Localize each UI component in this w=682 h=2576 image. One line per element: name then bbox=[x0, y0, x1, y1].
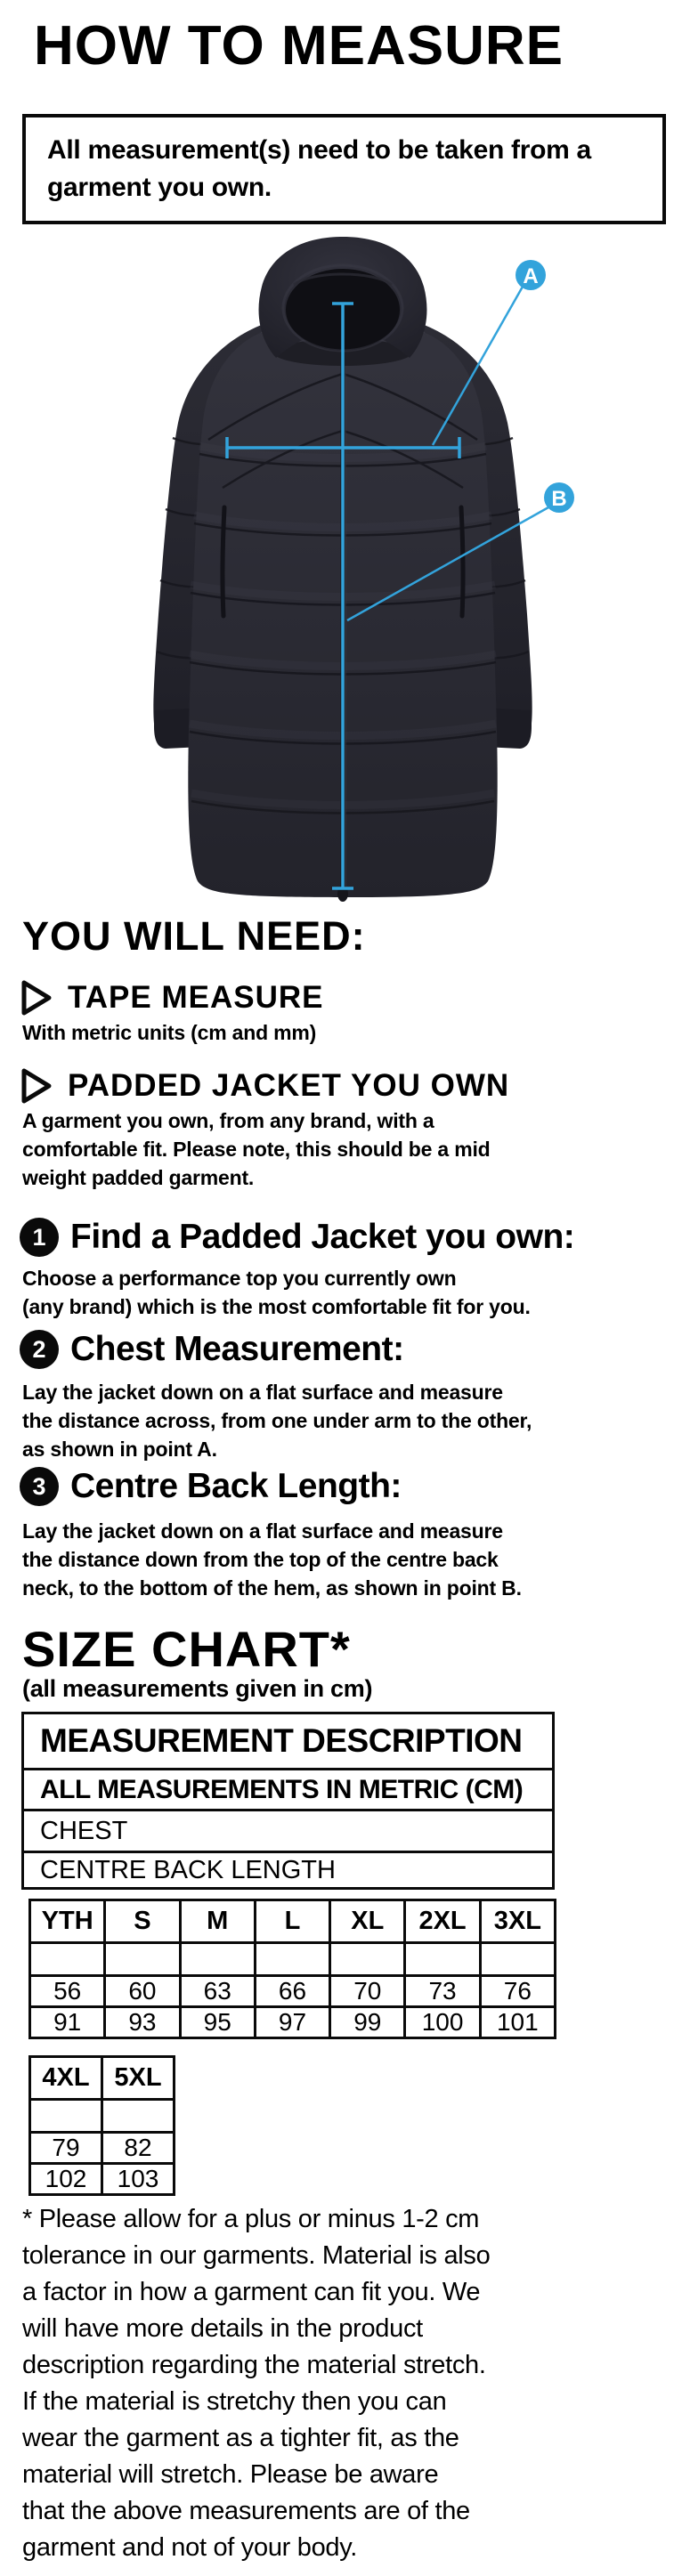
size-cell: YTH bbox=[30, 1900, 105, 1943]
size-chart-extra-table bbox=[28, 2055, 175, 2196]
need-item-padded-jacket bbox=[20, 1065, 509, 1106]
size-cell: L bbox=[255, 1900, 329, 1943]
back-length-value: 95 bbox=[180, 2007, 255, 2038]
size-header-row bbox=[30, 1900, 556, 1943]
notice-line: All measurement(s) need to be taken from a bbox=[47, 135, 591, 165]
chest-value: 79 bbox=[30, 2133, 102, 2164]
back-length-value: 99 bbox=[330, 2007, 405, 2038]
table-header-cell: MEASUREMENT DESCRIPTION bbox=[23, 1713, 554, 1770]
empty-row bbox=[30, 1943, 556, 1976]
size-chart-heading: SIZE CHART* bbox=[22, 1621, 351, 1677]
padded-jacket-image bbox=[89, 231, 597, 906]
table-row: CENTRE BACK LENGTH bbox=[23, 1852, 554, 1889]
back-length-value: 100 bbox=[405, 2007, 480, 2038]
size-chart-subheading: (all measurements given in cm) bbox=[22, 1675, 373, 1702]
table-row: ALL MEASUREMENTS IN METRIC (CM) bbox=[23, 1770, 554, 1810]
tolerance-footnote: * Please allow for a plus or minus 1-2 cm tolerance in our garments. Material is also a factor in how a garment can fit you. We will have more details in the product description regarding the material stretch. If the material is stretchy then you can wear the garment as a tighter fit, as the material will stretch. Please be aware that the above measurements are of the garment and not of your body. bbox=[22, 2205, 491, 2562]
triangle-bullet-icon bbox=[20, 977, 53, 1018]
back-length-value: 103 bbox=[102, 2164, 175, 2195]
measurement-description-table bbox=[21, 1712, 555, 1890]
step-number-badge: 3 bbox=[20, 1467, 59, 1506]
chest-value: 70 bbox=[330, 1976, 405, 2007]
chest-values-row bbox=[30, 2133, 175, 2164]
chest-values-row bbox=[30, 1976, 556, 2007]
notice-box bbox=[22, 114, 666, 224]
size-chart-table bbox=[28, 1899, 556, 2039]
chest-value: 60 bbox=[105, 1976, 180, 2007]
notice-line: garment you own. bbox=[47, 173, 272, 202]
back-length-value: 102 bbox=[30, 2164, 102, 2195]
jacket-pocket-left bbox=[223, 507, 224, 616]
chest-value: 56 bbox=[30, 1976, 105, 2007]
size-cell: 4XL bbox=[30, 2057, 102, 2100]
step-3-heading bbox=[20, 1467, 402, 1506]
back-length-value: 93 bbox=[105, 2007, 180, 2038]
need-item-title: PADDED JACKET YOU OWN bbox=[68, 1068, 510, 1103]
chest-value: 66 bbox=[255, 1976, 329, 2007]
chest-value: 73 bbox=[405, 1976, 480, 2007]
step-title: Chest Measurement: bbox=[70, 1330, 404, 1368]
chest-value: 82 bbox=[102, 2133, 175, 2164]
step-1-heading bbox=[20, 1218, 574, 1257]
size-cell: 5XL bbox=[102, 2057, 175, 2100]
table-row: CHEST bbox=[23, 1810, 554, 1852]
need-item-tape-measure bbox=[20, 977, 324, 1018]
size-cell: M bbox=[180, 1900, 255, 1943]
chest-value: 63 bbox=[180, 1976, 255, 2007]
size-cell: XL bbox=[330, 1900, 405, 1943]
need-item-description: With metric units (cm and mm) bbox=[22, 1021, 317, 1044]
step-3-description: Lay the jacket down on a flat surface and measure the distance down from the top of the centre back neck, to the bottom of the hem, as shown in point B. bbox=[22, 1519, 522, 1600]
need-item-description: A garment you own, from any brand, with a comfortable fit. Please note, this should be a mid weight padded garment. bbox=[22, 1109, 491, 1189]
back-length-values-row bbox=[30, 2007, 556, 2038]
step-number-badge: 2 bbox=[20, 1330, 59, 1369]
step-2-description: Lay the jacket down on a flat surface and measure the distance across, from one under arm to the other, as shown in point A. bbox=[22, 1381, 532, 1461]
size-cell: 2XL bbox=[405, 1900, 480, 1943]
need-item-title: TAPE MEASURE bbox=[68, 980, 324, 1015]
marker-b bbox=[544, 482, 574, 513]
back-length-value: 101 bbox=[480, 2007, 555, 2038]
empty-row bbox=[30, 2100, 175, 2133]
back-length-value: 97 bbox=[255, 2007, 329, 2038]
size-cell: 3XL bbox=[480, 1900, 555, 1943]
triangle-bullet-icon bbox=[20, 1065, 53, 1106]
chest-value: 76 bbox=[480, 1976, 555, 2007]
back-length-values-row bbox=[30, 2164, 175, 2195]
size-cell: S bbox=[105, 1900, 180, 1943]
you-will-need-heading: YOU WILL NEED: bbox=[22, 913, 366, 959]
measurement-diagram bbox=[89, 231, 597, 906]
back-length-value: 91 bbox=[30, 2007, 105, 2038]
jacket-pocket-right bbox=[461, 507, 463, 616]
size-header-row bbox=[30, 2057, 175, 2100]
svg-text:B: B bbox=[551, 487, 567, 511]
svg-text:A: A bbox=[523, 264, 539, 288]
step-title: Find a Padded Jacket you own: bbox=[70, 1218, 575, 1256]
step-1-description: Choose a performance top you currently own (any brand) which is the most comfortable fit for you. bbox=[22, 1267, 531, 1318]
marker-a bbox=[516, 260, 546, 290]
step-number-badge: 1 bbox=[20, 1218, 59, 1257]
page-title: HOW TO MEASURE bbox=[34, 15, 564, 77]
step-2-heading bbox=[20, 1330, 404, 1369]
step-title: Centre Back Length: bbox=[70, 1467, 402, 1505]
